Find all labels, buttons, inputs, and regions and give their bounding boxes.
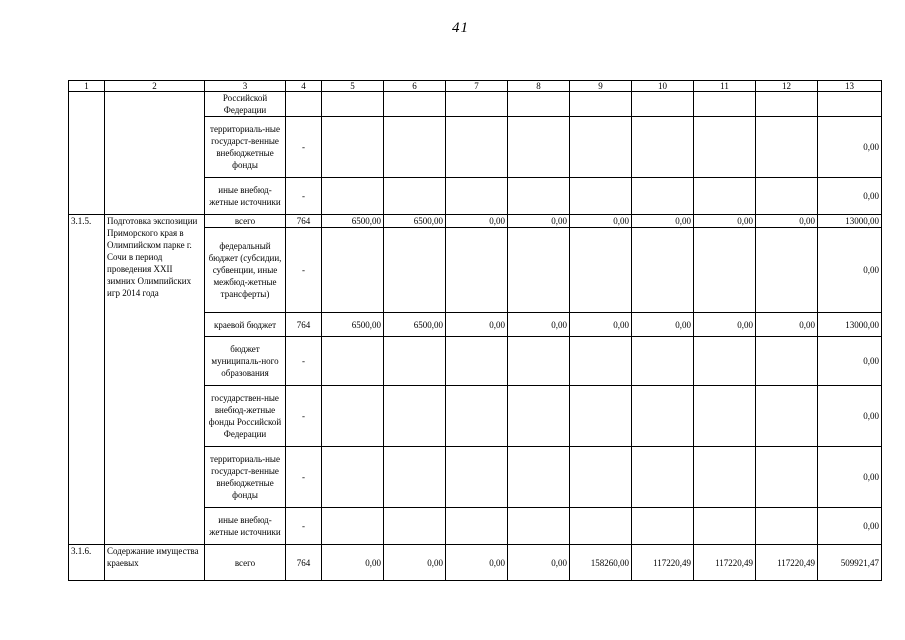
value-cell <box>694 386 756 447</box>
value-cell <box>508 178 570 215</box>
column-header: 12 <box>756 81 818 92</box>
total-cell: 0,00 <box>818 228 882 313</box>
value-cell: 0,00 <box>322 545 384 581</box>
value-cell <box>446 117 508 178</box>
column-header: 5 <box>322 81 384 92</box>
value-cell <box>446 228 508 313</box>
value-cell: 0,00 <box>632 313 694 337</box>
value-cell <box>694 508 756 545</box>
value-cell: 0,00 <box>694 313 756 337</box>
column-header: 7 <box>446 81 508 92</box>
value-cell <box>694 447 756 508</box>
value-cell: 0,00 <box>508 215 570 228</box>
value-cell <box>632 337 694 386</box>
value-cell: 0,00 <box>570 215 632 228</box>
value-cell <box>756 386 818 447</box>
item-number-cell <box>69 92 105 215</box>
column-header: 4 <box>286 81 322 92</box>
value-cell <box>446 447 508 508</box>
column-header: 10 <box>632 81 694 92</box>
code-cell: 764 <box>286 313 322 337</box>
value-cell <box>384 228 446 313</box>
funding-source: краевой бюджет <box>205 313 286 337</box>
value-cell <box>322 92 384 117</box>
funding-source: иные внебюд-жетные источники <box>205 178 286 215</box>
funding-source: территориаль-ные государст-венные внебюджетные фонды <box>205 447 286 508</box>
value-cell <box>446 178 508 215</box>
value-cell: 0,00 <box>756 313 818 337</box>
value-cell: 0,00 <box>446 545 508 581</box>
item-number: 3.1.5. <box>69 215 105 545</box>
funding-source: Российской Федерации <box>205 92 286 117</box>
total-cell: 0,00 <box>818 337 882 386</box>
total-cell: 0,00 <box>818 178 882 215</box>
value-cell <box>384 92 446 117</box>
column-header: 3 <box>205 81 286 92</box>
item-number: 3.1.6. <box>69 545 105 581</box>
value-cell <box>694 337 756 386</box>
code-cell: - <box>286 386 322 447</box>
value-cell <box>570 337 632 386</box>
value-cell: 0,00 <box>632 215 694 228</box>
value-cell <box>694 92 756 117</box>
value-cell <box>384 508 446 545</box>
value-cell <box>508 337 570 386</box>
value-cell <box>508 447 570 508</box>
value-cell: 0,00 <box>570 313 632 337</box>
value-cell <box>322 447 384 508</box>
value-cell <box>446 337 508 386</box>
total-cell: 0,00 <box>818 508 882 545</box>
value-cell <box>632 228 694 313</box>
code-cell: - <box>286 178 322 215</box>
value-cell <box>570 117 632 178</box>
total-cell: 13000,00 <box>818 215 882 228</box>
value-cell <box>384 386 446 447</box>
value-cell <box>322 386 384 447</box>
value-cell <box>570 178 632 215</box>
table-row <box>69 92 882 117</box>
value-cell <box>570 386 632 447</box>
total-cell: 0,00 <box>818 447 882 508</box>
budget-table <box>68 80 882 581</box>
value-cell: 0,00 <box>508 545 570 581</box>
funding-source: всего <box>205 545 286 581</box>
value-cell <box>632 447 694 508</box>
value-cell <box>384 117 446 178</box>
value-cell <box>632 117 694 178</box>
value-cell <box>570 228 632 313</box>
value-cell <box>508 92 570 117</box>
value-cell: 0,00 <box>508 313 570 337</box>
value-cell <box>322 508 384 545</box>
table-row <box>69 545 882 581</box>
value-cell <box>508 117 570 178</box>
page-number: 41 <box>452 20 469 36</box>
funding-source: всего <box>205 215 286 228</box>
value-cell: 0,00 <box>694 215 756 228</box>
code-cell: 764 <box>286 215 322 228</box>
value-cell: 6500,00 <box>384 215 446 228</box>
column-header: 11 <box>694 81 756 92</box>
value-cell <box>694 117 756 178</box>
value-cell <box>570 92 632 117</box>
value-cell <box>508 228 570 313</box>
table-row <box>69 215 882 228</box>
total-cell: 13000,00 <box>818 313 882 337</box>
value-cell <box>756 92 818 117</box>
value-cell <box>322 117 384 178</box>
value-cell <box>632 178 694 215</box>
funding-source: федеральный бюджет (субсидии, субвенции, иные межбюд-жетные трансферты) <box>205 228 286 313</box>
funding-source: территориаль-ные государст-венные внебюджетные фонды <box>205 117 286 178</box>
value-cell: 0,00 <box>446 313 508 337</box>
item-name-cell <box>105 92 205 215</box>
value-cell <box>384 178 446 215</box>
value-cell: 0,00 <box>756 215 818 228</box>
column-header: 6 <box>384 81 446 92</box>
value-cell <box>694 228 756 313</box>
code-cell: 764 <box>286 545 322 581</box>
value-cell: 0,00 <box>384 545 446 581</box>
value-cell <box>756 508 818 545</box>
value-cell: 158260,00 <box>570 545 632 581</box>
value-cell <box>632 92 694 117</box>
value-cell <box>756 447 818 508</box>
value-cell <box>570 508 632 545</box>
total-cell: 509921,47 <box>818 545 882 581</box>
total-cell: 0,00 <box>818 117 882 178</box>
code-cell: - <box>286 508 322 545</box>
value-cell <box>384 337 446 386</box>
column-header-row <box>69 81 882 92</box>
value-cell: 0,00 <box>446 215 508 228</box>
funding-source: бюджет муниципаль-ного образования <box>205 337 286 386</box>
funding-source: государствен-ные внебюд-жетные фонды Российской Федерации <box>205 386 286 447</box>
value-cell <box>322 178 384 215</box>
value-cell <box>632 386 694 447</box>
value-cell <box>632 508 694 545</box>
item-name: Подготовка экспозиции Приморского края в Олимпийском парке г. Сочи в период проведения XXII зимних Олимпийских игр 2014 года <box>105 215 205 545</box>
column-header: 2 <box>105 81 205 92</box>
code-cell: - <box>286 447 322 508</box>
total-cell <box>818 92 882 117</box>
value-cell: 6500,00 <box>322 215 384 228</box>
code-cell: - <box>286 228 322 313</box>
total-cell: 0,00 <box>818 386 882 447</box>
value-cell: 117220,49 <box>694 545 756 581</box>
value-cell: 117220,49 <box>756 545 818 581</box>
value-cell <box>756 228 818 313</box>
funding-source: иные внебюд-жетные источники <box>205 508 286 545</box>
column-header: 9 <box>570 81 632 92</box>
column-header: 13 <box>818 81 882 92</box>
value-cell <box>756 178 818 215</box>
value-cell <box>446 92 508 117</box>
item-name: Содержание имущества краевых <box>105 545 205 581</box>
value-cell <box>446 386 508 447</box>
value-cell <box>756 337 818 386</box>
code-cell: - <box>286 117 322 178</box>
value-cell <box>508 508 570 545</box>
column-header: 1 <box>69 81 105 92</box>
value-cell <box>508 386 570 447</box>
value-cell: 117220,49 <box>632 545 694 581</box>
value-cell <box>570 447 632 508</box>
code-cell: - <box>286 337 322 386</box>
code-cell <box>286 92 322 117</box>
value-cell <box>322 228 384 313</box>
value-cell <box>694 178 756 215</box>
value-cell: 6500,00 <box>322 313 384 337</box>
value-cell <box>756 117 818 178</box>
column-header: 8 <box>508 81 570 92</box>
value-cell: 6500,00 <box>384 313 446 337</box>
value-cell <box>446 508 508 545</box>
value-cell <box>384 447 446 508</box>
value-cell <box>322 337 384 386</box>
